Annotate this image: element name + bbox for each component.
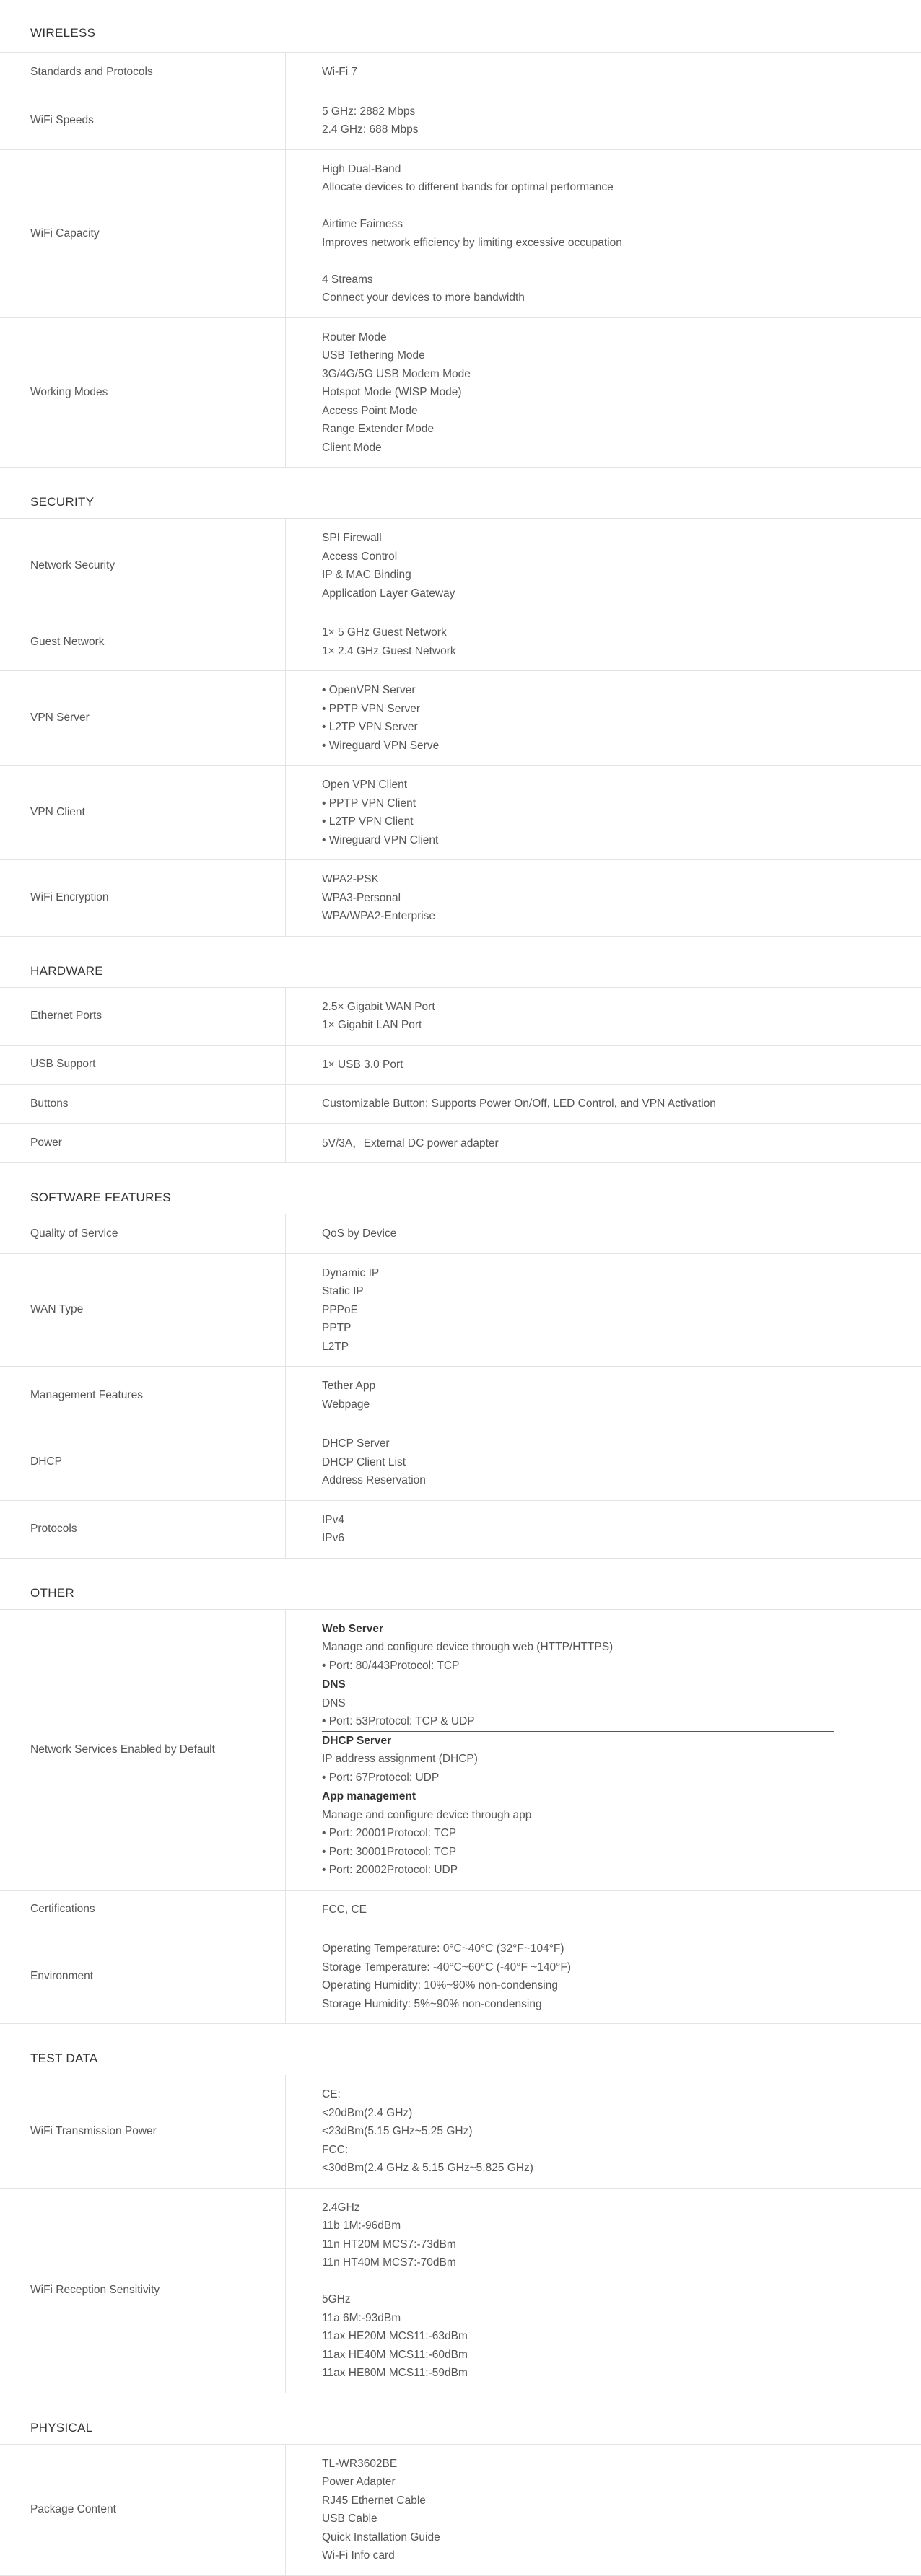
service-port: • Port: 80/443 <box>322 1659 390 1672</box>
spec-line: TL-WR3602BE <box>322 2457 398 2470</box>
spec-label: WiFi Speeds <box>0 92 286 149</box>
spec-value <box>286 1124 921 1163</box>
spec-line: Client Mode <box>322 441 382 454</box>
section-security <box>0 468 921 937</box>
spec-line: Dynamic IP <box>322 1266 380 1279</box>
service-protocol: Protocol: UDP <box>386 1864 458 1876</box>
spec-row-ethernet-ports <box>0 987 921 1045</box>
spec-line: 1× 5 GHz Guest Network <box>322 626 447 639</box>
spec-line: Quick Installation Guide <box>322 2531 440 2544</box>
spec-value <box>286 519 921 613</box>
spec-line: 2.4GHz <box>322 2201 360 2214</box>
service-protocol: Protocol: TCP <box>386 1827 457 1839</box>
spec-line: • L2TP VPN Server <box>322 721 418 733</box>
spec-label: USB Support <box>0 1046 286 1085</box>
spec-label: Power <box>0 1124 286 1163</box>
service-port: • Port: 20001 <box>322 1827 387 1839</box>
spec-row-vpn-client <box>0 765 921 859</box>
spec-line: • OpenVPN Server <box>322 684 416 696</box>
spec-line: PPPoE <box>322 1303 358 1316</box>
spec-row-standards-and-protocols <box>0 52 921 92</box>
spec-line: Power Adapter <box>322 2476 396 2488</box>
spec-row-wifi-capacity <box>0 149 921 317</box>
spec-value <box>286 1085 921 1123</box>
section-physical <box>0 2393 921 2576</box>
spacer <box>322 197 921 216</box>
spec-row-network-services-enabled-by-default <box>0 1609 921 1890</box>
spec-line: • Wireguard VPN Serve <box>322 739 440 752</box>
section-title: HARDWARE <box>30 963 103 978</box>
spec-line: PPTP <box>322 1322 352 1334</box>
spec-line: Storage Temperature: -40°C~60°C (-40°F ~140°F) <box>322 1961 572 1973</box>
service-app-management <box>322 1787 834 1880</box>
spec-value <box>286 860 921 936</box>
service-title: DHCP Server <box>322 1734 392 1747</box>
spec-line: WPA/WPA2-Enterprise <box>322 910 436 922</box>
spec-label: DHCP <box>0 1424 286 1500</box>
spec-line: 1× 2.4 GHz Guest Network <box>322 644 456 657</box>
spec-row-environment <box>0 1929 921 2024</box>
spec-value <box>286 2445 921 2575</box>
spec-line: 11ax HE20M MCS11:-63dBm <box>322 2330 468 2342</box>
spec-line: Storage Humidity: 5%~90% non-condensing <box>322 1997 542 2010</box>
spec-line: 5GHz <box>322 2293 351 2305</box>
spec-label: VPN Server <box>0 671 286 765</box>
spec-value <box>286 1424 921 1500</box>
spec-line: DHCP Client List <box>322 1455 406 1468</box>
spec-label: Ethernet Ports <box>0 988 286 1045</box>
section-title: TEST DATA <box>30 2051 98 2065</box>
spec-row-buttons <box>0 1084 921 1123</box>
spec-row-protocols <box>0 1500 921 1559</box>
spec-line: Application Layer Gateway <box>322 587 455 600</box>
service-port: • Port: 53 <box>322 1715 369 1727</box>
spec-line: Hotspot Mode (WISP Mode) <box>322 386 462 398</box>
service-desc: Manage and configure device through app <box>322 1808 532 1821</box>
spec-value <box>286 766 921 859</box>
spec-line: 2.5× Gigabit WAN Port <box>322 1000 435 1013</box>
service-port: • Port: 20002 <box>322 1864 387 1876</box>
service-dhcp-server <box>322 1731 834 1787</box>
spec-label: Working Modes <box>0 318 286 468</box>
service-protocol: Protocol: UDP <box>368 1771 440 1784</box>
spec-label: WiFi Transmission Power <box>0 2075 286 2188</box>
spec-line: Wi-Fi Info card <box>322 2549 395 2562</box>
service-protocol: Protocol: TCP & UDP <box>368 1715 475 1727</box>
spec-value <box>286 2075 921 2188</box>
spec-value <box>286 1367 921 1424</box>
spec-line: Airtime Fairness <box>322 218 403 230</box>
service-title: Web Server <box>322 1622 384 1635</box>
spacer <box>322 2272 921 2291</box>
service-port-row <box>322 1824 834 1843</box>
spec-line: Address Reservation <box>322 1474 426 1486</box>
spec-value <box>286 1214 921 1253</box>
spec-label: Certifications <box>0 1891 286 1929</box>
spec-label: WiFi Capacity <box>0 150 286 317</box>
spec-value <box>286 1610 921 1890</box>
spec-row-wifi-reception-sensitivity <box>0 2188 921 2393</box>
spec-row-wifi-speeds <box>0 92 921 149</box>
spec-label: VPN Client <box>0 766 286 859</box>
spacer <box>322 252 921 271</box>
spec-line: DHCP Server <box>322 1437 390 1450</box>
spec-row-working-modes <box>0 317 921 468</box>
spec-line: • PPTP VPN Server <box>322 702 421 715</box>
spec-value <box>286 2189 921 2393</box>
spec-label: Environment <box>0 1929 286 2023</box>
service-title: DNS <box>322 1678 346 1691</box>
service-dns <box>322 1675 834 1731</box>
spec-line: Access Point Mode <box>322 404 418 417</box>
spec-value <box>286 150 921 317</box>
spec-row-wan-type <box>0 1253 921 1367</box>
spec-row-network-security <box>0 518 921 613</box>
section-title: OTHER <box>30 1585 74 1600</box>
spec-line: 11ax HE40M MCS11:-60dBm <box>322 2348 468 2361</box>
spec-row-certifications <box>0 1890 921 1929</box>
spec-label: Network Security <box>0 519 286 613</box>
spec-line: Open VPN Client <box>322 779 408 791</box>
spec-row-management-features <box>0 1366 921 1424</box>
service-protocol: Protocol: TCP <box>390 1659 460 1672</box>
service-desc: Manage and configure device through web (HTTP/HTTPS) <box>322 1641 614 1653</box>
spec-line: <20dBm(2.4 GHz) <box>322 2106 413 2119</box>
spec-line: High Dual-Band <box>322 162 401 175</box>
spec-value <box>286 53 921 92</box>
spec-label: Protocols <box>0 1501 286 1558</box>
spec-label: Package Content <box>0 2445 286 2575</box>
section-other <box>0 1559 921 2025</box>
service-port: • Port: 67 <box>322 1771 369 1784</box>
spec-row-usb-support <box>0 1045 921 1085</box>
section-wireless <box>0 0 921 468</box>
spec-label: WiFi Reception Sensitivity <box>0 2189 286 2393</box>
spec-value <box>286 1929 921 2023</box>
spec-line: USB Cable <box>322 2513 377 2525</box>
spec-row-guest-network <box>0 613 921 670</box>
spec-line: • Wireguard VPN Client <box>322 833 439 846</box>
spec-line: 11ax HE80M MCS11:-59dBm <box>322 2367 468 2379</box>
spec-line: WPA3-Personal <box>322 891 401 904</box>
spec-row-vpn-server <box>0 670 921 765</box>
spec-line: IPv6 <box>322 1532 345 1544</box>
spec-line: <30dBm(2.4 GHz & 5.15 GHz~5.825 GHz) <box>322 2162 533 2174</box>
spec-line: Webpage <box>322 1398 370 1411</box>
section-test-data <box>0 2024 921 2393</box>
spec-value <box>286 1891 921 1929</box>
spec-line: Tether App <box>322 1380 376 1392</box>
spec-line: • PPTP VPN Client <box>322 797 416 810</box>
spec-label: WiFi Encryption <box>0 860 286 936</box>
section-title: PHYSICAL <box>30 2420 93 2435</box>
spec-line: 1× Gigabit LAN Port <box>322 1019 422 1031</box>
spec-value <box>286 613 921 670</box>
spec-line: L2TP <box>322 1340 349 1353</box>
spec-line: 11n HT20M MCS7:-73dBm <box>322 2238 456 2251</box>
spec-line: Access Control <box>322 550 398 563</box>
spec-line: Operating Temperature: 0°C~40°C (32°F~104°F) <box>322 1942 564 1955</box>
spec-value <box>286 1501 921 1558</box>
spec-value <box>286 1254 921 1367</box>
spec-line: CE: <box>322 2088 341 2100</box>
service-protocol: Protocol: TCP <box>386 1845 457 1858</box>
spec-line: Customizable Button: Supports Power On/Off, LED Control, and VPN Activation <box>322 1098 716 1110</box>
service-desc: IP address assignment (DHCP) <box>322 1753 478 1765</box>
section-title: SOFTWARE FEATURES <box>30 1191 171 1204</box>
spec-label: Management Features <box>0 1367 286 1424</box>
service-web-server <box>322 1620 834 1675</box>
section-title: SECURITY <box>30 495 95 509</box>
spec-line: Improves network efficiency by limiting excessive occupation <box>322 236 622 249</box>
spec-label: Buttons <box>0 1085 286 1123</box>
spec-value <box>286 1046 921 1085</box>
spec-label: Guest Network <box>0 613 286 670</box>
spec-row-quality-of-service <box>0 1214 921 1253</box>
service-port: • Port: 30001 <box>322 1845 387 1858</box>
spec-line: IPv4 <box>322 1513 345 1526</box>
spec-line: WPA2-PSK <box>322 873 379 885</box>
spec-row-power <box>0 1123 921 1164</box>
spec-line: Router Mode <box>322 330 387 343</box>
spec-line: 11b 1M:-96dBm <box>322 2220 401 2232</box>
spec-label: Standards and Protocols <box>0 53 286 92</box>
spec-line: Operating Humidity: 10%~90% non-condensing <box>322 1979 558 1992</box>
spec-line: 1× USB 3.0 Port <box>322 1058 403 1071</box>
section-hardware <box>0 937 921 1164</box>
service-port-row <box>322 1843 834 1862</box>
spec-line: 2.4 GHz: 688 Mbps <box>322 123 419 136</box>
spec-line: • L2TP VPN Client <box>322 815 414 828</box>
spec-line: <23dBm(5.15 GHz~5.25 GHz) <box>322 2125 473 2137</box>
service-port-row <box>322 1861 834 1880</box>
spec-line: USB Tethering Mode <box>322 349 425 362</box>
spec-line: 4 Streams <box>322 273 373 286</box>
spec-line: IP & MAC Binding <box>322 569 411 581</box>
spec-row-dhcp <box>0 1424 921 1500</box>
spec-line: Allocate devices to different bands for optimal performance <box>322 181 614 193</box>
spec-row-wifi-encryption <box>0 859 921 937</box>
section-title: WIRELESS <box>30 26 96 40</box>
spec-row-package-content <box>0 2444 921 2576</box>
spec-line: Static IP <box>322 1285 364 1297</box>
spec-value <box>286 671 921 765</box>
service-desc: DNS <box>322 1696 346 1709</box>
spec-line: 11a 6M:-93dBm <box>322 2311 401 2324</box>
spec-line: FCC, CE <box>322 1903 367 1916</box>
spec-label: Network Services Enabled by Default <box>0 1610 286 1890</box>
spec-line: FCC: <box>322 2143 349 2156</box>
spec-value <box>286 92 921 149</box>
service-title: App management <box>322 1790 416 1802</box>
spec-line: Range Extender Mode <box>322 423 435 435</box>
service-port-row <box>322 1712 834 1731</box>
spec-line: Connect your devices to more bandwidth <box>322 292 525 304</box>
spec-row-wifi-transmission-power <box>0 2075 921 2188</box>
spec-line: 11n HT40M MCS7:-70dBm <box>322 2256 456 2269</box>
spec-line: SPI Firewall <box>322 532 382 544</box>
spec-line: 5 GHz: 2882 Mbps <box>322 105 416 118</box>
spec-label: WAN Type <box>0 1254 286 1367</box>
service-port-row <box>322 1769 834 1787</box>
spec-line: RJ45 Ethernet Cable <box>322 2494 426 2507</box>
spec-line: 3G/4G/5G USB Modem Mode <box>322 367 471 380</box>
spec-value <box>286 318 921 468</box>
spec-line: Wi-Fi 7 <box>322 66 358 78</box>
service-port-row <box>322 1657 834 1675</box>
spec-line: QoS by Device <box>322 1227 397 1240</box>
spec-line: 5V/3A，External DC power adapter <box>322 1136 499 1149</box>
section-software-features <box>0 1163 921 1559</box>
spec-label: Quality of Service <box>0 1214 286 1253</box>
spec-value <box>286 988 921 1045</box>
